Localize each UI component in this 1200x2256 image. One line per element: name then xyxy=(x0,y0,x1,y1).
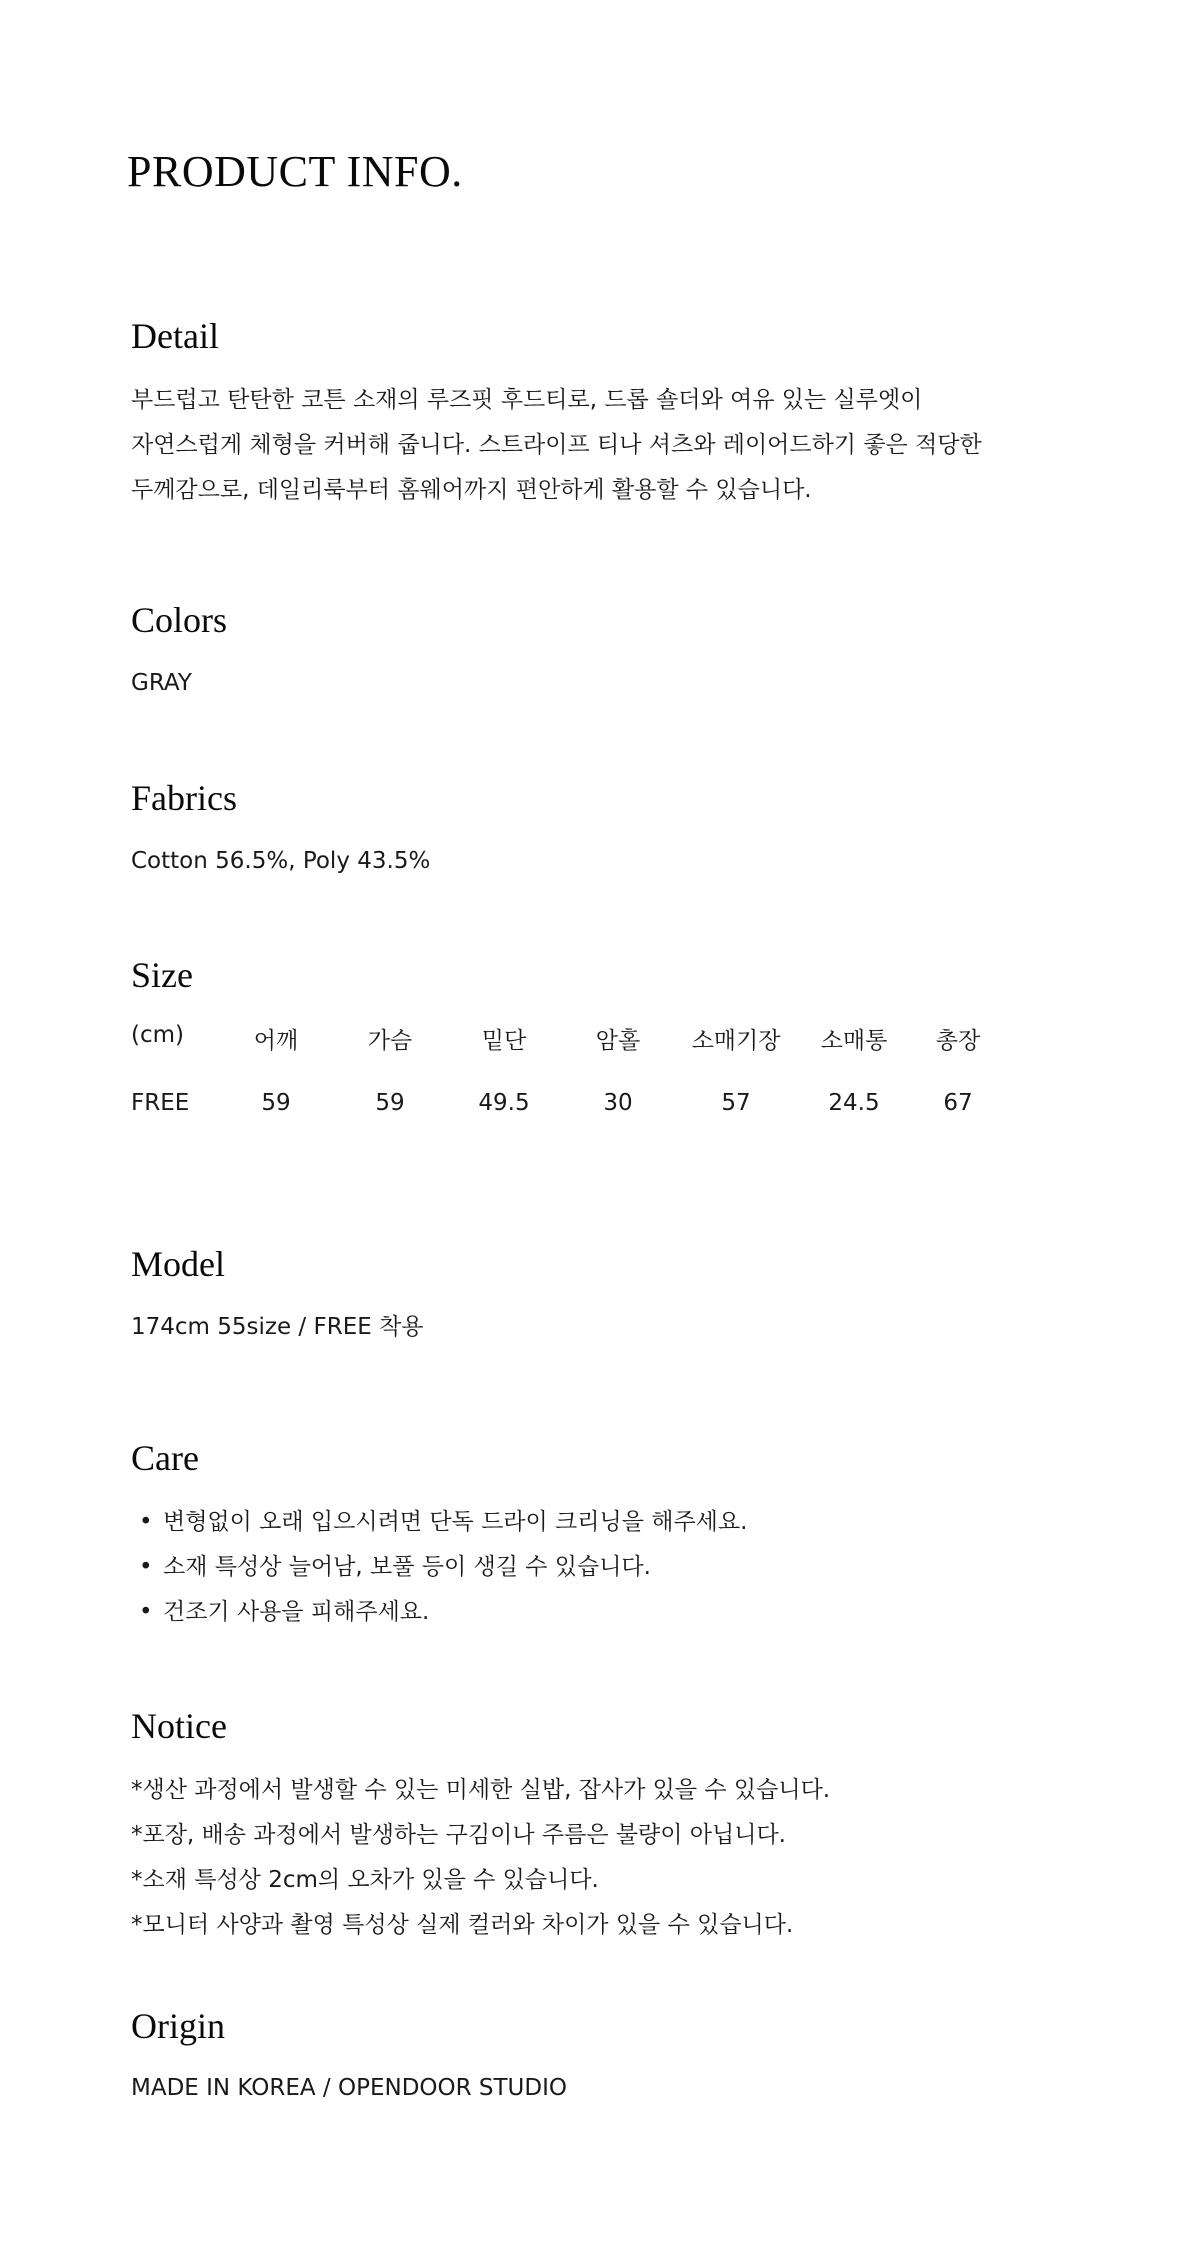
model-value: 174cm 55size / FREE 착용 xyxy=(131,1314,424,1340)
size-value-hem: 49.5 xyxy=(478,1090,530,1116)
size-header-sleeve-length: 소매기장 xyxy=(691,1028,781,1054)
size-heading: Size xyxy=(131,955,193,995)
bullet-icon: • xyxy=(139,1554,153,1580)
size-value-sleeve-length: 57 xyxy=(721,1090,751,1116)
size-value-sleeve-width: 24.5 xyxy=(828,1090,880,1116)
notice-text xyxy=(131,1768,830,1948)
care-item-text: 변형없이 오래 입으시려면 단독 드라이 크리닝을 해주세요. xyxy=(163,1509,748,1535)
model-heading: Model xyxy=(131,1244,225,1284)
care-heading: Care xyxy=(131,1438,199,1478)
size-table xyxy=(131,1022,1031,1158)
detail-heading: Detail xyxy=(131,316,219,356)
bullet-icon: • xyxy=(139,1599,153,1625)
fabrics-heading: Fabrics xyxy=(131,778,237,818)
colors-value: GRAY xyxy=(131,670,192,696)
size-value-chest: 59 xyxy=(375,1090,405,1116)
origin-heading: Origin xyxy=(131,2006,225,2046)
care-item-text: 건조기 사용을 피해주세요. xyxy=(163,1599,430,1625)
notice-line: *생산 과정에서 발생할 수 있는 미세한 실밥, 잡사가 있을 수 있습니다. xyxy=(131,1777,831,1803)
size-value-shoulder: 59 xyxy=(261,1090,291,1116)
bullet-icon: • xyxy=(139,1509,153,1535)
detail-description xyxy=(131,378,982,513)
colors-heading: Colors xyxy=(131,600,228,640)
notice-line: *포장, 배송 과정에서 발생하는 구김이나 주름은 불량이 아닙니다. xyxy=(131,1822,786,1848)
size-header-row xyxy=(131,1022,1031,1090)
origin-value: MADE IN KOREA / OPENDOOR STUDIO xyxy=(131,2075,567,2101)
notice-line: *모니터 사양과 촬영 특성상 실제 컬러와 차이가 있을 수 있습니다. xyxy=(131,1912,794,1938)
size-label: FREE xyxy=(131,1090,190,1116)
detail-line: 자연스럽게 체형을 커버해 줍니다. 스트라이프 티나 셔츠와 레이어드하기 좋은 적당한 xyxy=(131,432,982,458)
size-header-unit: (cm) xyxy=(131,1022,184,1048)
care-item xyxy=(131,1500,747,1545)
size-header-hem: 밑단 xyxy=(481,1028,527,1054)
size-value-total-length: 67 xyxy=(943,1090,973,1116)
size-header-chest: 가슴 xyxy=(367,1028,413,1054)
detail-line: 두께감으로, 데일리룩부터 홈웨어까지 편안하게 활용할 수 있습니다. xyxy=(131,477,812,503)
size-header-sleeve-width: 소매통 xyxy=(820,1028,888,1054)
care-list xyxy=(131,1500,747,1635)
size-header-armhole: 암홀 xyxy=(595,1028,641,1054)
size-value-armhole: 30 xyxy=(603,1090,633,1116)
detail-line: 부드럽고 탄탄한 코튼 소재의 루즈핏 후드티로, 드롭 숄더와 여유 있는 실루엣이 xyxy=(131,387,923,413)
fabrics-value: Cotton 56.5%, Poly 43.5% xyxy=(131,848,431,874)
size-row-free xyxy=(131,1090,1031,1158)
notice-heading: Notice xyxy=(131,1706,227,1746)
page-title: PRODUCT INFO. xyxy=(127,147,463,196)
size-header-shoulder: 어깨 xyxy=(253,1028,299,1054)
notice-line: *소재 특성상 2cm의 오차가 있을 수 있습니다. xyxy=(131,1867,599,1893)
care-item-text: 소재 특성상 늘어남, 보풀 등이 생길 수 있습니다. xyxy=(163,1554,651,1580)
care-item xyxy=(131,1545,747,1590)
size-header-total-length: 총장 xyxy=(935,1028,981,1054)
care-item xyxy=(131,1590,747,1635)
